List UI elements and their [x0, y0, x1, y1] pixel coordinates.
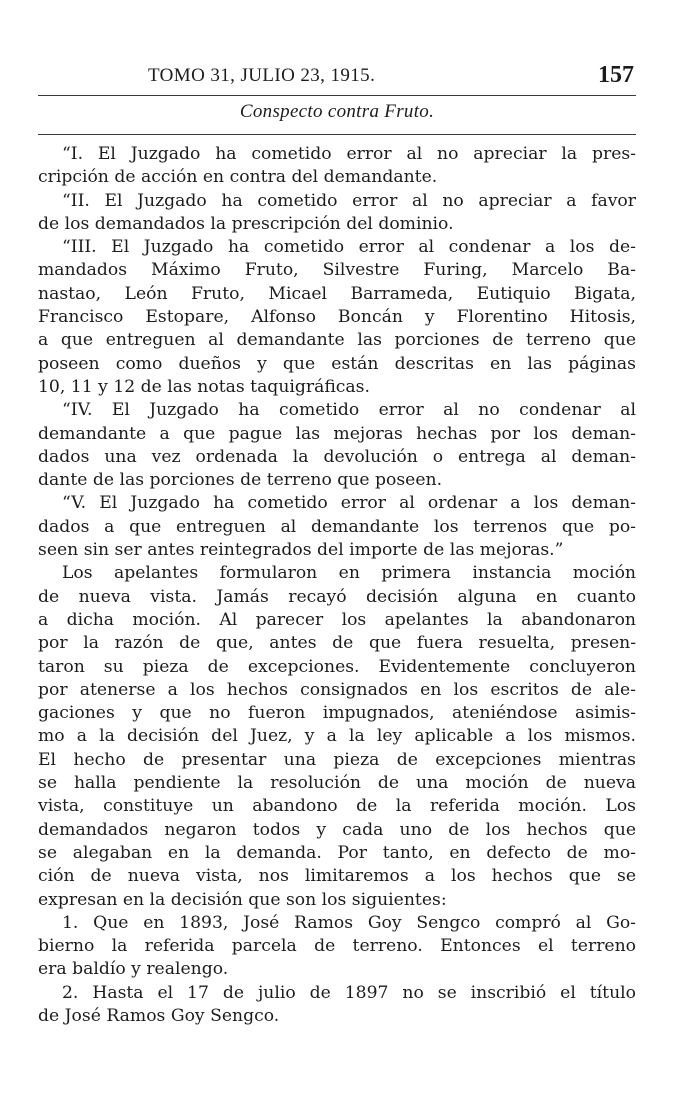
text-line: ción de nueva vista, nos limitaremos a los hechos que se: [38, 866, 636, 887]
running-head: TOMO 31, JULIO 23, 1915.: [148, 65, 376, 86]
text-line: dante de las porciones de terreno que poseen.: [38, 470, 443, 491]
text-line: seen sin ser antes reintegrados del importe de las mejoras.”: [38, 540, 564, 561]
text-line: “IV. El Juzgado ha cometido error al no condenar al: [62, 400, 636, 421]
text-line: a dicha moción. Al parecer los apelantes la abandonaron: [38, 609, 636, 630]
text-line: demandados negaron todos y cada uno de los hechos que: [38, 819, 636, 840]
text-line: dados a que entreguen al demandante los terrenos que po-: [38, 516, 636, 537]
text-line: 1. Que en 1893, José Ramos Goy Sengco compró al Go-: [62, 912, 636, 933]
text-line: cripción de acción en contra del demandante.: [38, 167, 438, 188]
document-page: [38, 0, 636, 1116]
text-line: se halla pendiente la resolución de una moción de nueva: [38, 773, 636, 794]
text-line: dados una vez ordenada la devolución o entrega al deman-: [38, 446, 636, 467]
text-line: “I. El Juzgado ha cometido error al no apreciar la pres-: [62, 144, 636, 164]
text-line: de los demandados la prescripción del dominio.: [38, 213, 454, 234]
subtitle-rule: [38, 134, 636, 135]
text-line: mo a la decisión del Juez, y a la ley aplicable a los mismos.: [38, 726, 636, 747]
text-line: se alegaban en la demanda. Por tanto, en defecto de mo-: [38, 842, 636, 863]
text-line: taron su pieza de excepciones. Evidentemente concluyeron: [38, 656, 636, 677]
text-line: bierno la referida parcela de terreno. Entonces el terreno: [38, 936, 636, 957]
body-text: [38, 143, 636, 1028]
text-line: Francisco Estopare, Alfonso Boncán y Florentino Hitosis,: [38, 307, 636, 328]
page-number: 157: [598, 62, 634, 88]
text-line: 2. Hasta el 17 de julio de 1897 no se inscribió el título: [62, 982, 636, 1003]
text-line: “III. El Juzgado ha cometido error al condenar a los de-: [62, 237, 636, 258]
text-line: El hecho de presentar una pieza de excepciones mientras: [38, 749, 636, 770]
header-rule: [38, 95, 636, 96]
text-line: por la razón de que, antes de que fuera resuelta, presen-: [38, 633, 636, 654]
text-line: gaciones y que no fueron impugnados, ateniéndose asimis-: [38, 703, 636, 724]
case-subtitle: Conspecto contra Fruto.: [239, 101, 435, 122]
text-line: expresan en la decisión que son los siguientes:: [38, 889, 447, 910]
text-line: de José Ramos Goy Sengco.: [38, 1005, 280, 1026]
text-line: mandados Máximo Fruto, Silvestre Furing, Marcelo Ba-: [38, 260, 636, 281]
text-line: 10, 11 y 12 de las notas taquigráficas.: [38, 376, 370, 397]
text-line: por atenerse a los hechos consignados en los escritos de ale-: [38, 679, 636, 700]
text-line: “V. El Juzgado ha cometido error al ordenar a los deman-: [62, 493, 636, 514]
text-line: de nueva vista. Jamás recayó decisión alguna en cuanto: [38, 586, 636, 607]
text-line: vista, constituye un abandono de la referida moción. Los: [38, 796, 636, 817]
text-line: demandante a que pague las mejoras hechas por los deman-: [38, 423, 636, 444]
page-header: [38, 62, 636, 92]
text-line: a que entreguen al demandante las porciones de terreno que: [38, 330, 636, 351]
text-line: “II. El Juzgado ha cometido error al no apreciar a favor: [62, 190, 636, 211]
text-line: era baldío y realengo.: [38, 959, 229, 980]
text-line: poseen como dueños y que están descritas en las páginas: [38, 353, 636, 374]
text-line: Los apelantes formularon en primera instancia moción: [62, 563, 636, 584]
text-line: nastao, León Fruto, Micael Barrameda, Eutiquio Bigata,: [38, 283, 636, 304]
